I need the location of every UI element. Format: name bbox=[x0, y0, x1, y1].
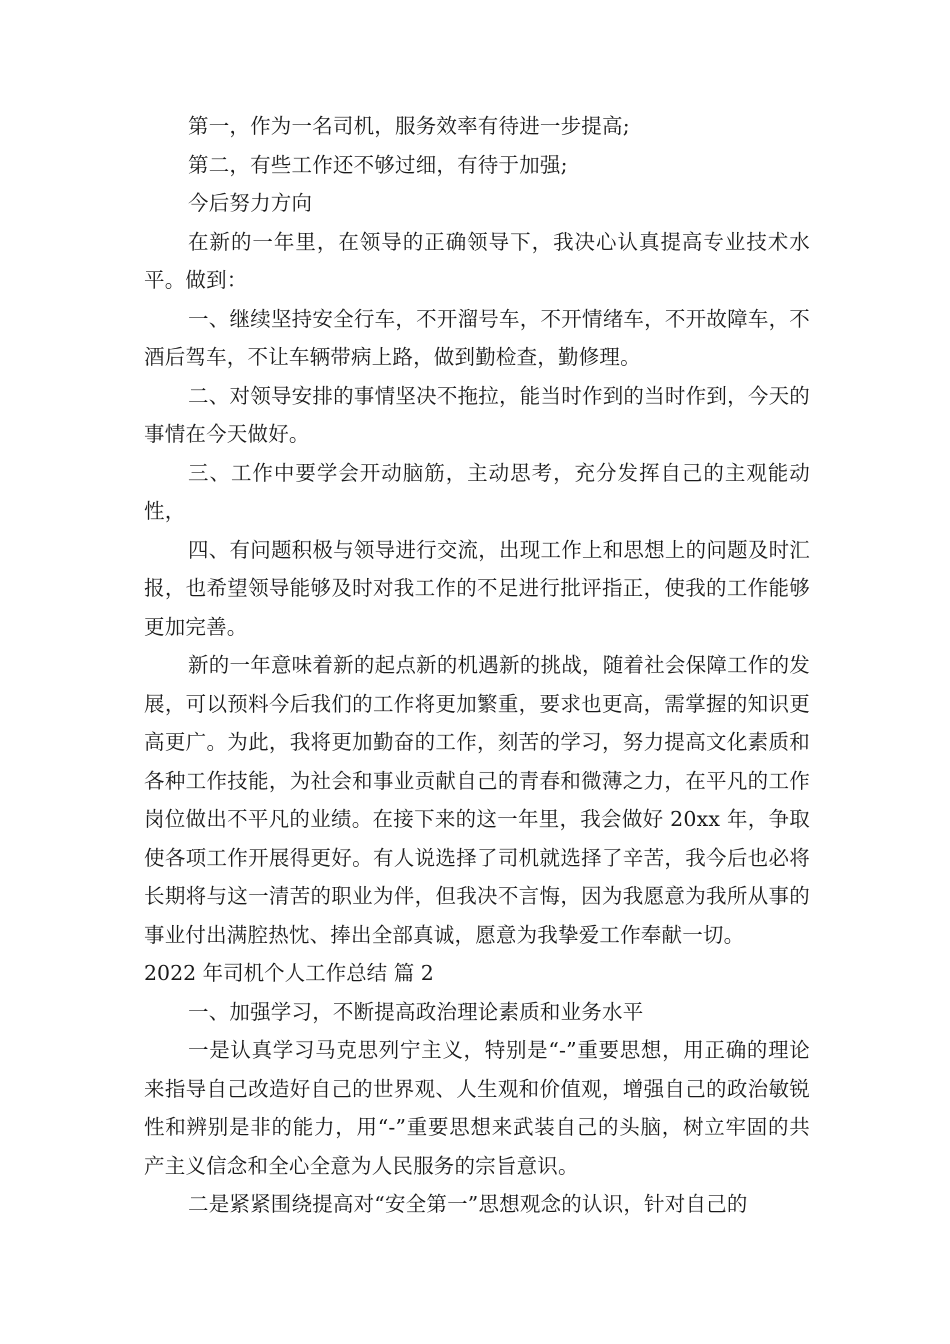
paragraph-2: 第二，有些工作还不够过细，有待于加强; bbox=[188, 152, 568, 177]
paragraph-1: 第一，作为一名司机，服务效率有待进一步提高; bbox=[188, 114, 630, 138]
section-paragraph-1: 一、加强学习，不断提高政治理论素质和业务水平 bbox=[188, 999, 644, 1024]
paragraph-8: 四、有问题积极与领导进行交流，出现工作上和思想上的问题及时汇报，也希望领导能够及时对我工作的不足进行批评指正，使我的工作能够更加完善。 bbox=[144, 537, 810, 639]
paragraph-9: 新的一年意味着新的起点新的机遇新的挑战，随着社会保障工作的发展，可以预料今后我们的工作将更加繁重，要求也更高，需掌握的知识更高更广。为此，我将更加勤奋的工作，刻苦的学习，努力提高文化素质和各种工作技能，为社会和事业贡献自己的青春和微薄之力，在平凡的工作岗位做出不平凡的业绩。在接下来的这一年里，我会做好 20xx 年，争取使各项工作开展得更好。有人说选择了司机就选择了辛苦，我今后也必将长期将与这一清苦的职业为伴，但我决不言悔，因为我愿意为我所从事的事业付出满腔热忱、捧出全部真诚，愿意为我挚爱工作奉献一切。 bbox=[144, 653, 810, 947]
paragraph-5: 一、继续坚持安全行车，不开溜号车，不开情绪车，不开故障车，不酒后驾车，不让车辆带病上路，做到勤检查，勤修理。 bbox=[144, 306, 810, 369]
section-heading: 2022 年司机个人工作总结 篇 2 bbox=[144, 961, 434, 985]
paragraph-4: 在新的一年里，在领导的正确领导下，我决心认真提高专业技术水平。做到： bbox=[144, 229, 810, 292]
paragraph-7: 三、工作中要学会开动脑筋，主动思考，充分发挥自己的主观能动性， bbox=[144, 460, 810, 523]
paragraph-3: 今后努力方向 bbox=[188, 191, 313, 215]
section-paragraph-2: 一是认真学习马克思列宁主义，特别是“-”重要思想，用正确的理论来指导自己改造好自己的世界观、人生观和价值观，增强自己的政治敏锐性和辨别是非的能力，用“-”重要思想来武装自己的头脑，树立牢固的共产主义信念和全心全意为人民服务的宗旨意识。 bbox=[144, 1038, 810, 1178]
document-body bbox=[144, 107, 810, 1224]
section-paragraph-3: 二是紧紧围绕提高对“安全第一”思想观念的认识，针对自己的 bbox=[188, 1192, 748, 1216]
paragraph-6: 二、对领导安排的事情坚决不拖拉，能当时作到的当时作到，今天的事情在今天做好。 bbox=[144, 383, 810, 446]
